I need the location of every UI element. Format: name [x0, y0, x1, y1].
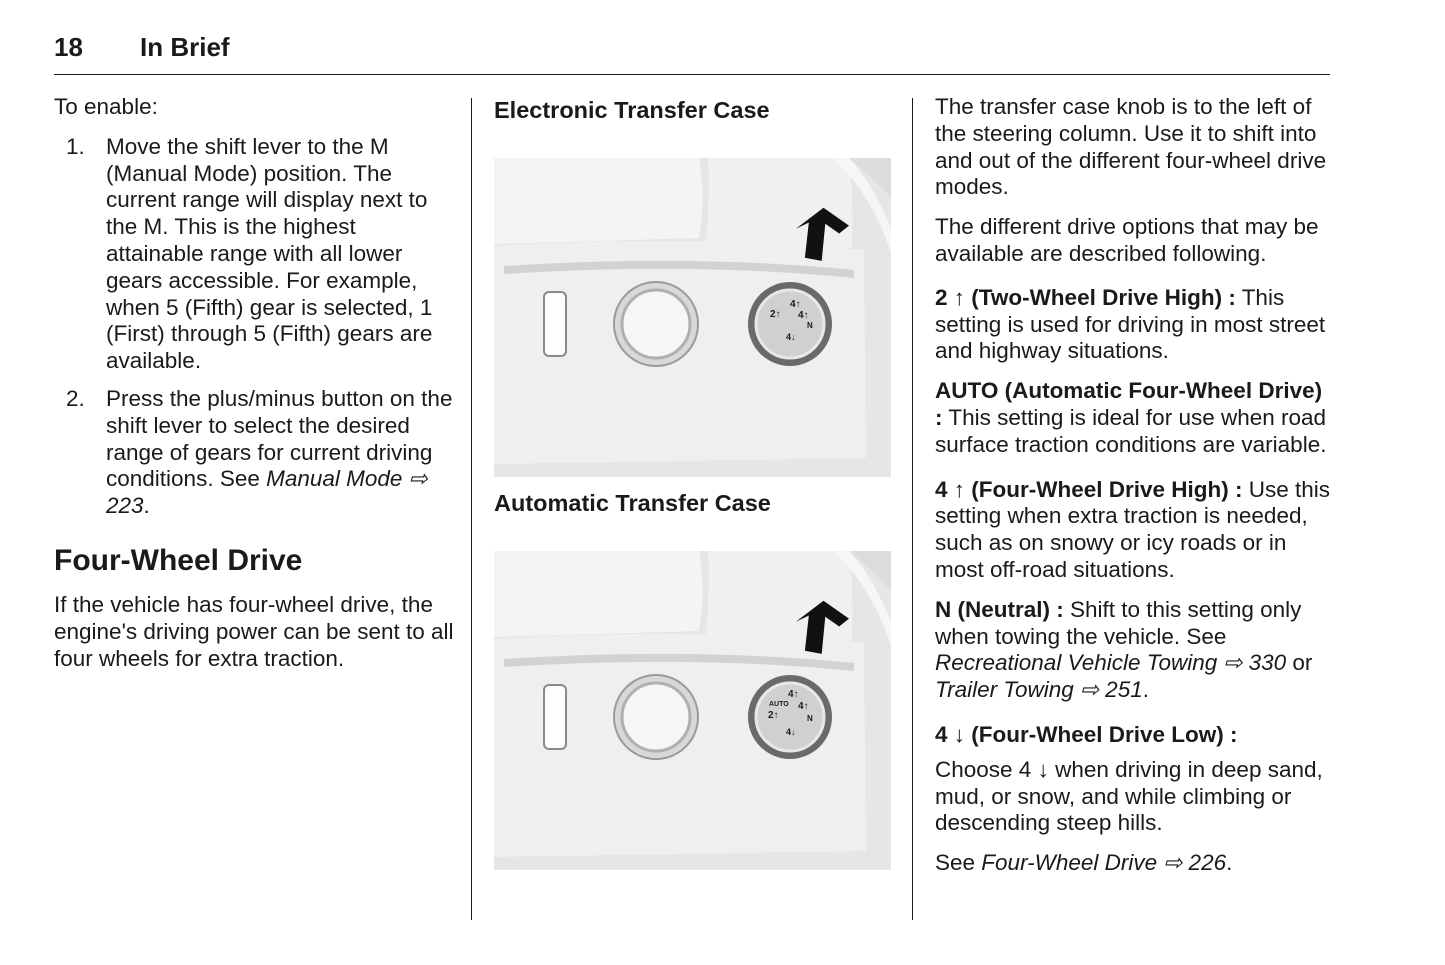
- step-number: 2.: [66, 385, 85, 411]
- page-reference[interactable]: ⇨ 330: [1223, 650, 1287, 676]
- page-reference[interactable]: ⇨ 226: [1163, 850, 1227, 876]
- or-text: or: [1286, 650, 1313, 676]
- knob-label-4-high-b: 4↑: [798, 310, 809, 321]
- four-wheel-drive-link[interactable]: Four-Wheel Drive: [981, 850, 1158, 876]
- intro-text: To enable:: [54, 94, 158, 119]
- column-left: [54, 94, 454, 672]
- knob-label-2-high: 2↑: [770, 309, 781, 320]
- knob-label-neutral: N: [807, 321, 813, 330]
- option-label: 2 ↑ (Two-Wheel Drive High) :: [935, 284, 1236, 310]
- step-number: 1.: [66, 133, 85, 159]
- automatic-transfer-case-caption: Automatic Transfer Case: [494, 490, 771, 516]
- knob-label-4-high: 4↑: [790, 299, 801, 310]
- option-text: Use this setting when extra traction is needed, such as on snowy or icy roads or in most off-road situations.: [935, 476, 1331, 582]
- list-item: [54, 134, 454, 375]
- option-four-wheel-low-label: 4 ↓ (Four-Wheel Drive Low) :: [935, 721, 1238, 747]
- four-wheel-drive-heading: Four-Wheel Drive: [54, 543, 303, 577]
- page-reference[interactable]: ⇨ 251: [1080, 677, 1143, 703]
- step-text: Move the shift lever to the M (Manual Mode) position. The current range will display next to the M. This is the highest attainable range with all lower gears accessible. For example, when 5 (Fifth) gear is selected, 1 (First) through 5 (Fifth) gears are available.: [106, 133, 433, 374]
- automatic-transfer-case-figure: [494, 551, 891, 870]
- page-header: [54, 30, 1330, 75]
- step-end: .: [143, 493, 150, 519]
- option-end: .: [1142, 677, 1149, 703]
- page-number: 18: [54, 32, 83, 62]
- four-wheel-drive-body: If the vehicle has four-wheel drive, the engine's driving power can be sent to all four wheels for extra traction.: [54, 591, 454, 671]
- electronic-transfer-case-caption: Electronic Transfer Case: [494, 97, 770, 123]
- page-reference[interactable]: ⇨ 223: [106, 466, 428, 519]
- drive-options-intro: The different drive options that may be available are described following.: [935, 214, 1319, 266]
- option-label: AUTO (Automatic Four-Wheel Drive) :: [935, 378, 1323, 430]
- option-four-wheel-low-text: Choose 4 ↓ when driving in deep sand, mud, or snow, and while climbing or descending steep hills.: [935, 756, 1323, 836]
- see-prefix: See: [935, 850, 982, 876]
- see-end: .: [1226, 850, 1233, 876]
- option-label: 4 ↑ (Four-Wheel Drive High) :: [935, 476, 1243, 502]
- knob-label-4-low: 4↓: [786, 727, 796, 737]
- column-middle: [494, 94, 894, 870]
- transfer-case-intro: The transfer case knob is to the left of the steering column. Use it to shift into and out of the different four-wheel drive modes.: [935, 94, 1327, 200]
- knob-label-2-high: 2↑: [768, 710, 779, 721]
- see-also: [935, 850, 1335, 877]
- knob-label-4-high: 4↑: [788, 689, 799, 700]
- electronic-transfer-case-figure: [494, 158, 891, 477]
- section-title: In Brief: [140, 32, 230, 62]
- column-divider-1: [471, 98, 472, 920]
- recreational-vehicle-towing-link[interactable]: Recreational Vehicle Towing: [935, 650, 1218, 676]
- knob-label-4-high-b: 4↑: [798, 701, 809, 712]
- column-divider-2: [912, 98, 913, 920]
- option-neutral: [935, 597, 1335, 704]
- steps-list: [54, 134, 454, 520]
- column-right: [935, 94, 1335, 890]
- option-text: Shift to this setting only when towing the vehicle. See: [935, 596, 1302, 649]
- option-label: N (Neutral) :: [935, 596, 1064, 622]
- option-text: This setting is ideal for use when road surface traction conditions are variable.: [935, 404, 1327, 457]
- option-text: This setting is used for driving in most street and highway situations.: [935, 284, 1326, 364]
- knob-label-auto: AUTO: [769, 701, 789, 708]
- manual-mode-link[interactable]: Manual Mode: [266, 466, 403, 492]
- list-item: [54, 386, 454, 520]
- knob-label-4-low: 4↓: [786, 332, 796, 342]
- option-auto: [935, 378, 1335, 458]
- option-four-wheel-high: [935, 477, 1335, 584]
- step-text: Press the plus/minus button on the shift lever to select the desired range of gears for current driving conditions. See: [106, 385, 453, 492]
- trailer-towing-link[interactable]: Trailer Towing: [935, 677, 1074, 703]
- option-two-wheel-high: [935, 285, 1335, 365]
- knob-label-neutral: N: [807, 714, 813, 723]
